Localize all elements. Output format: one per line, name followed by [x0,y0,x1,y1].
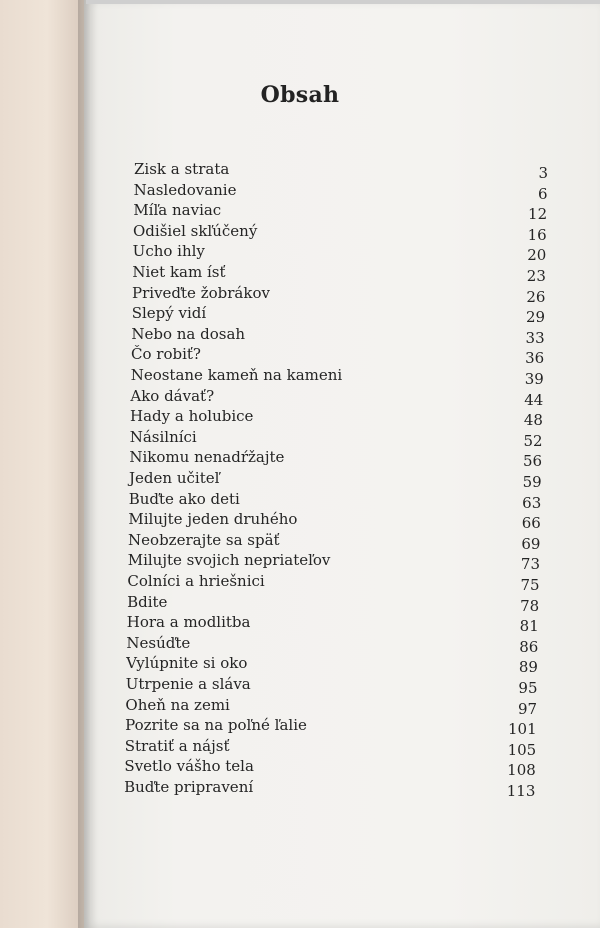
toc-entry-title: Násilníci [129,427,197,446]
toc-entry-page: 3 [538,164,548,182]
toc-entry-page: 105 [507,740,537,759]
toc-entry-title: Vylúpnite si oko [126,654,248,673]
toc-entry [130,428,543,448]
toc-entry-title: Slepý vidí [131,304,207,323]
toc-entry-title: Pozrite sa na poľné ľalie [125,716,307,735]
toc-entry-title: Colníci a hriešnici [127,572,265,590]
toc-entry-page: 20 [527,246,547,265]
toc-entry-title: Oheň na zemi [125,695,230,714]
toc-entry-page: 29 [525,308,546,327]
toc-entry-page: 81 [519,617,539,636]
toc-entry-page: 48 [523,411,543,430]
toc-entry-page: 97 [517,699,538,718]
toc-entry-title: Nebo na dosah [131,324,246,343]
toc-entry [127,572,539,592]
toc-entry [126,634,538,654]
toc-entry [125,696,537,716]
toc-entry [128,510,541,533]
toc-entry [130,387,543,407]
toc-entry [131,366,544,386]
toc-entry-page: 33 [525,328,545,347]
toc-entry [126,675,538,695]
toc-entry-title: Hora a modlitba [126,613,251,632]
toc-entry-title: Ako dávať? [130,386,215,405]
toc-entry-page: 89 [518,658,538,677]
toc-entry-title: Nasledovanie [133,180,237,199]
toc-entry-page: 23 [526,267,546,285]
toc-entry-page: 108 [507,761,536,780]
toc-entry [131,345,545,368]
toc-entry-title: Svetlo vášho tela [124,757,254,776]
toc-entry-page: 69 [521,534,541,553]
toc-entry [127,593,539,613]
toc-entry [125,737,536,757]
toc-entry-title: Nesúďte [126,633,191,652]
toc-entry [127,551,540,574]
toc-entry [131,304,546,327]
toc-entry [126,654,538,677]
toc-entry-page: 78 [520,596,540,615]
page-title: Obsah [260,82,340,108]
toc-entry-page: 113 [506,782,536,800]
toc-entry-title: Odišiel skľúčený [133,221,258,240]
toc-entry [126,613,539,636]
toc-entry-page: 52 [523,431,543,450]
toc-entry-page: 44 [524,390,544,409]
toc-entry-page: 16 [527,225,547,244]
toc-entry-page: 75 [520,576,540,594]
toc-entry-title: Hady a holubice [130,407,254,426]
toc-entry-page: 39 [524,370,544,388]
toc-entry [124,778,535,798]
toc-entry [124,757,536,780]
toc-entry-page: 73 [520,555,540,574]
toc-entry-title: Buďte ako deti [128,489,240,508]
toc-entry-title: Priveďte žobrákov [132,283,270,302]
toc-entry [134,160,548,180]
toc-entry-page: 56 [523,452,543,471]
toc-entry-title: Zisk a strata [134,160,230,178]
toc-entry-title: Milujte svojich nepriateľov [127,551,331,570]
toc-entry-page: 95 [518,679,538,697]
toc-entry [132,242,547,265]
toc-entry-title: Bdite [127,592,168,611]
toc-entry-title: Buďte pripravení [124,778,254,796]
toc-entry-title: Utrpenie a sláva [125,675,251,693]
toc-entry-title: Niet kam ísť [132,263,226,281]
toc-entry-page: 101 [508,720,537,739]
toc-entry-title: Ucho ihly [132,242,205,261]
toc-entry [128,531,540,551]
toc-entry-title: Milujte jeden druhého [128,510,298,529]
toc-entry-page: 66 [521,514,541,533]
toc-entry-title: Jeden učiteľ [129,469,220,487]
toc-entry [130,407,543,430]
toc-entry [132,284,545,304]
toc-entry-title: Neobzerajte sa späť [128,530,280,549]
toc-entry-title: Stratiť a nájsť [124,736,230,755]
toc-entry [131,325,544,345]
toc-entry [125,716,537,739]
toc-entry-title: Čo robiť? [131,345,201,364]
toc-entry-page: 6 [538,184,548,203]
toc-entry [134,181,548,201]
toc-entry [129,448,543,471]
toc-entry-page: 63 [522,493,542,512]
toc-entry [132,263,546,283]
toc-entry-page: 59 [522,473,542,491]
toc-entry-title: Nikomu nenadŕžajte [129,448,285,467]
toc-entry-page: 26 [526,287,546,306]
toc-entry [133,222,547,242]
toc-entry [133,201,548,224]
toc-entry-title: Neostane kameň na kameni [130,366,343,384]
toc-entry-page: 36 [525,349,545,368]
toc-entry-page: 86 [519,637,539,656]
toc-entry-title: Míľa naviac [133,201,222,220]
toc-entry [129,490,542,510]
toc-entry-page: 12 [528,205,548,224]
toc-entry [129,469,542,489]
